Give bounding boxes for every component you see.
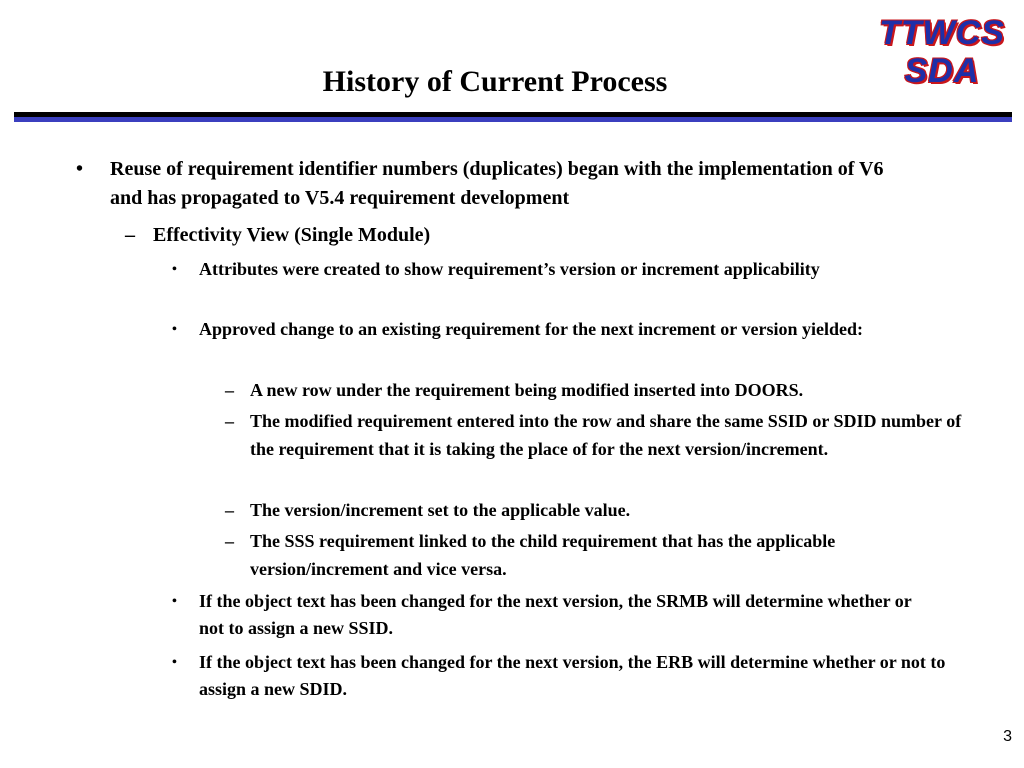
bullet-text: Attributes were created to show requirement’s version or increment applicability <box>199 259 820 279</box>
bullet-marker: • <box>172 322 177 337</box>
dash-marker: – <box>225 500 234 520</box>
bullet-text: Reuse of requirement identifier numbers (duplicates) began with the implementation of V6 and has propagated to V5.4 requirement development <box>110 158 884 209</box>
bullet-marker: • <box>172 594 177 609</box>
dash-marker: – <box>225 380 234 400</box>
bullet-marker: • <box>172 262 177 277</box>
bullet-level4 <box>225 527 910 583</box>
bullet-level1 <box>76 155 910 213</box>
bullet-text: A new row under the requirement being modified inserted into DOORS. <box>250 380 804 400</box>
ttwcs-sda-logo <box>872 14 1012 90</box>
logo-line-1: TTWCS <box>879 14 1005 52</box>
bullet-level2 <box>125 221 953 250</box>
bullet-level4 <box>225 496 970 524</box>
bullet-text: Approved change to an existing requirement for the next increment or version yielded: <box>199 319 863 339</box>
page-number: 3 <box>1003 728 1012 745</box>
bullet-level4 <box>225 407 975 463</box>
bullet-level4 <box>225 376 970 404</box>
bullet-level3 <box>172 316 974 343</box>
bullet-text: The SSS requirement linked to the child requirement that has the applicable version/increment and vice versa. <box>250 531 836 579</box>
dash-marker: – <box>225 531 234 551</box>
dash-marker: – <box>225 411 234 431</box>
bullet-text: The version/increment set to the applicable value. <box>250 500 631 520</box>
bullet-level3 <box>172 256 889 283</box>
header-rule-blue <box>14 117 1012 122</box>
bullet-text: The modified requirement entered into the row and share the same SSID or SDID number of the requirement that it is taking the place of for the next version/increment. <box>250 411 962 459</box>
bullet-text: If the object text has been changed for the next version, the ERB will determine whether or not to assign a new SDID. <box>199 652 946 699</box>
bullet-text: If the object text has been changed for the next version, the SRMB will determine whether or not to assign a new SSID. <box>199 591 912 638</box>
bullet-level3 <box>172 649 994 703</box>
dash-marker: – <box>125 224 135 246</box>
logo-line-2: SDA <box>904 52 980 90</box>
bullet-marker: • <box>76 158 84 180</box>
bullet-marker: • <box>172 655 177 670</box>
bullet-level3 <box>172 588 919 642</box>
bullet-text: Effectivity View (Single Module) <box>153 224 431 246</box>
slide-title: History of Current Process <box>322 65 668 98</box>
